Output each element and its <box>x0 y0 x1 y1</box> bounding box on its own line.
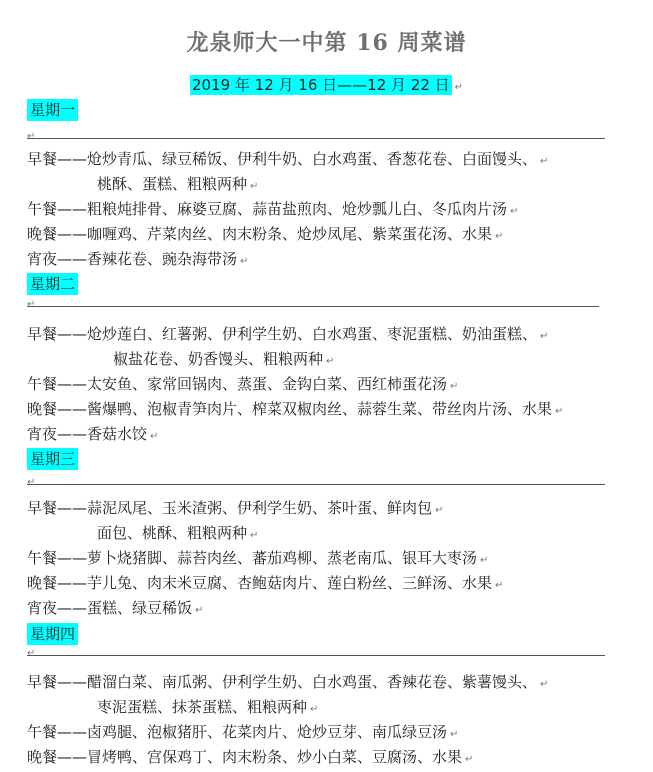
late-snack-line: 宵夜——香菇水饺 ↵ <box>27 425 159 443</box>
paragraph-mark: ↵ <box>555 406 564 417</box>
paragraph-mark: ↵ <box>465 754 474 765</box>
paragraph-mark: ↵ <box>27 477 36 488</box>
paragraph-mark: ↵ <box>510 206 519 217</box>
paragraph-mark: ↵ <box>27 131 36 142</box>
day-label-wednesday: 星期三 <box>27 448 78 470</box>
day-label-monday: 星期一 <box>27 99 78 121</box>
paragraph-mark: ↵ <box>495 580 504 591</box>
date-range: 2019 年 12 月 16 日——12 月 22 日 <box>191 76 450 94</box>
dinner-line: 晚餐——冒烤鸭、宫保鸡丁、肉末粉条、炒小白菜、豆腐汤、水果 ↵ <box>27 748 474 766</box>
paragraph-mark: ↵ <box>250 181 259 192</box>
breakfast-line-cont: 椒盐花卷、奶香馒头、粗粮两种 ↵ <box>113 350 335 368</box>
dinner-line: 晚餐——酱爆鸭、泡椒青笋肉片、榨菜双椒肉丝、蒜蓉生菜、带丝肉片汤、水果 ↵ <box>27 400 564 418</box>
paragraph-mark: ↵ <box>310 704 319 715</box>
paragraph-mark: ↵ <box>27 299 36 310</box>
divider <box>27 138 605 139</box>
paragraph-mark: ↵ <box>540 331 549 342</box>
lunch-line: 午餐——粗粮炖排骨、麻婆豆腐、蒜苗盐煎肉、炝炒瓢儿白、冬瓜肉片汤 ↵ <box>27 200 519 218</box>
paragraph-mark: ↵ <box>450 381 459 392</box>
paragraph-mark: ↵ <box>435 505 444 516</box>
lunch-line: 午餐——卤鸡腿、泡椒猪肝、花菜肉片、炝炒豆芽、南瓜绿豆汤 ↵ <box>27 723 459 741</box>
paragraph-mark: ↵ <box>480 555 489 566</box>
breakfast-line-cont: 枣泥蛋糕、抹茶蛋糕、粗粮两种 ↵ <box>97 698 319 716</box>
day-label-tuesday: 星期二 <box>27 273 78 295</box>
breakfast-line: 早餐——醋溜白菜、南瓜粥、伊利学生奶、白水鸡蛋、香辣花卷、紫薯馒头、 ↵ <box>27 673 549 691</box>
date-range-wrap <box>0 74 653 95</box>
paragraph-mark: ↵ <box>27 648 36 659</box>
paragraph-mark: ↵ <box>450 729 459 740</box>
breakfast-line: 早餐——蒜泥凤尾、玉米渣粥、伊利学生奶、茶叶蛋、鲜肉包 ↵ <box>27 499 444 517</box>
breakfast-line-cont: 面包、桃酥、粗粮两种 ↵ <box>97 524 259 542</box>
late-snack-line: 宵夜——香辣花卷、豌杂海带汤 ↵ <box>27 250 249 268</box>
paragraph-mark: ↵ <box>250 530 259 541</box>
breakfast-line-cont: 桃酥、蛋糕、粗粮两种 ↵ <box>97 175 259 193</box>
paragraph-mark: ↵ <box>150 431 159 442</box>
paragraph-mark: ↵ <box>540 679 549 690</box>
divider <box>27 306 599 307</box>
menu-title: 龙泉师大一中第 16 周菜谱 <box>186 30 467 56</box>
day-label-thursday: 星期四 <box>27 623 78 645</box>
dinner-line: 晚餐——芋儿兔、肉末米豆腐、杏鲍菇肉片、莲白粉丝、三鲜汤、水果 ↵ <box>27 574 504 592</box>
divider <box>27 655 605 656</box>
lunch-line: 午餐——萝卜烧猪脚、蒜苔肉丝、蕃茄鸡柳、蒸老南瓜、银耳大枣汤 ↵ <box>27 549 489 567</box>
paragraph-mark: ↵ <box>540 156 549 167</box>
late-snack-line: 宵夜——蛋糕、绿豆稀饭 ↵ <box>27 599 204 617</box>
paragraph-mark: ↵ <box>326 356 335 367</box>
paragraph-mark: ↵ <box>240 256 249 267</box>
paragraph-mark: ↵ <box>454 82 464 93</box>
dinner-line: 晚餐——咖喱鸡、芹菜肉丝、肉末粉条、炝炒凤尾、紫菜蛋花汤、水果 ↵ <box>27 225 504 243</box>
breakfast-line: 早餐——炝炒青瓜、绿豆稀饭、伊利牛奶、白水鸡蛋、香葱花卷、白面馒头、 ↵ <box>27 150 549 168</box>
lunch-line: 午餐——太安鱼、家常回锅肉、蒸蛋、金钩白菜、西红柿蛋花汤 ↵ <box>27 375 459 393</box>
breakfast-line: 早餐——炝炒莲白、红薯粥、伊利学生奶、白水鸡蛋、枣泥蛋糕、奶油蛋糕、 ↵ <box>27 325 549 343</box>
paragraph-mark: ↵ <box>495 231 504 242</box>
paragraph-mark: ↵ <box>195 605 204 616</box>
divider <box>27 484 605 485</box>
